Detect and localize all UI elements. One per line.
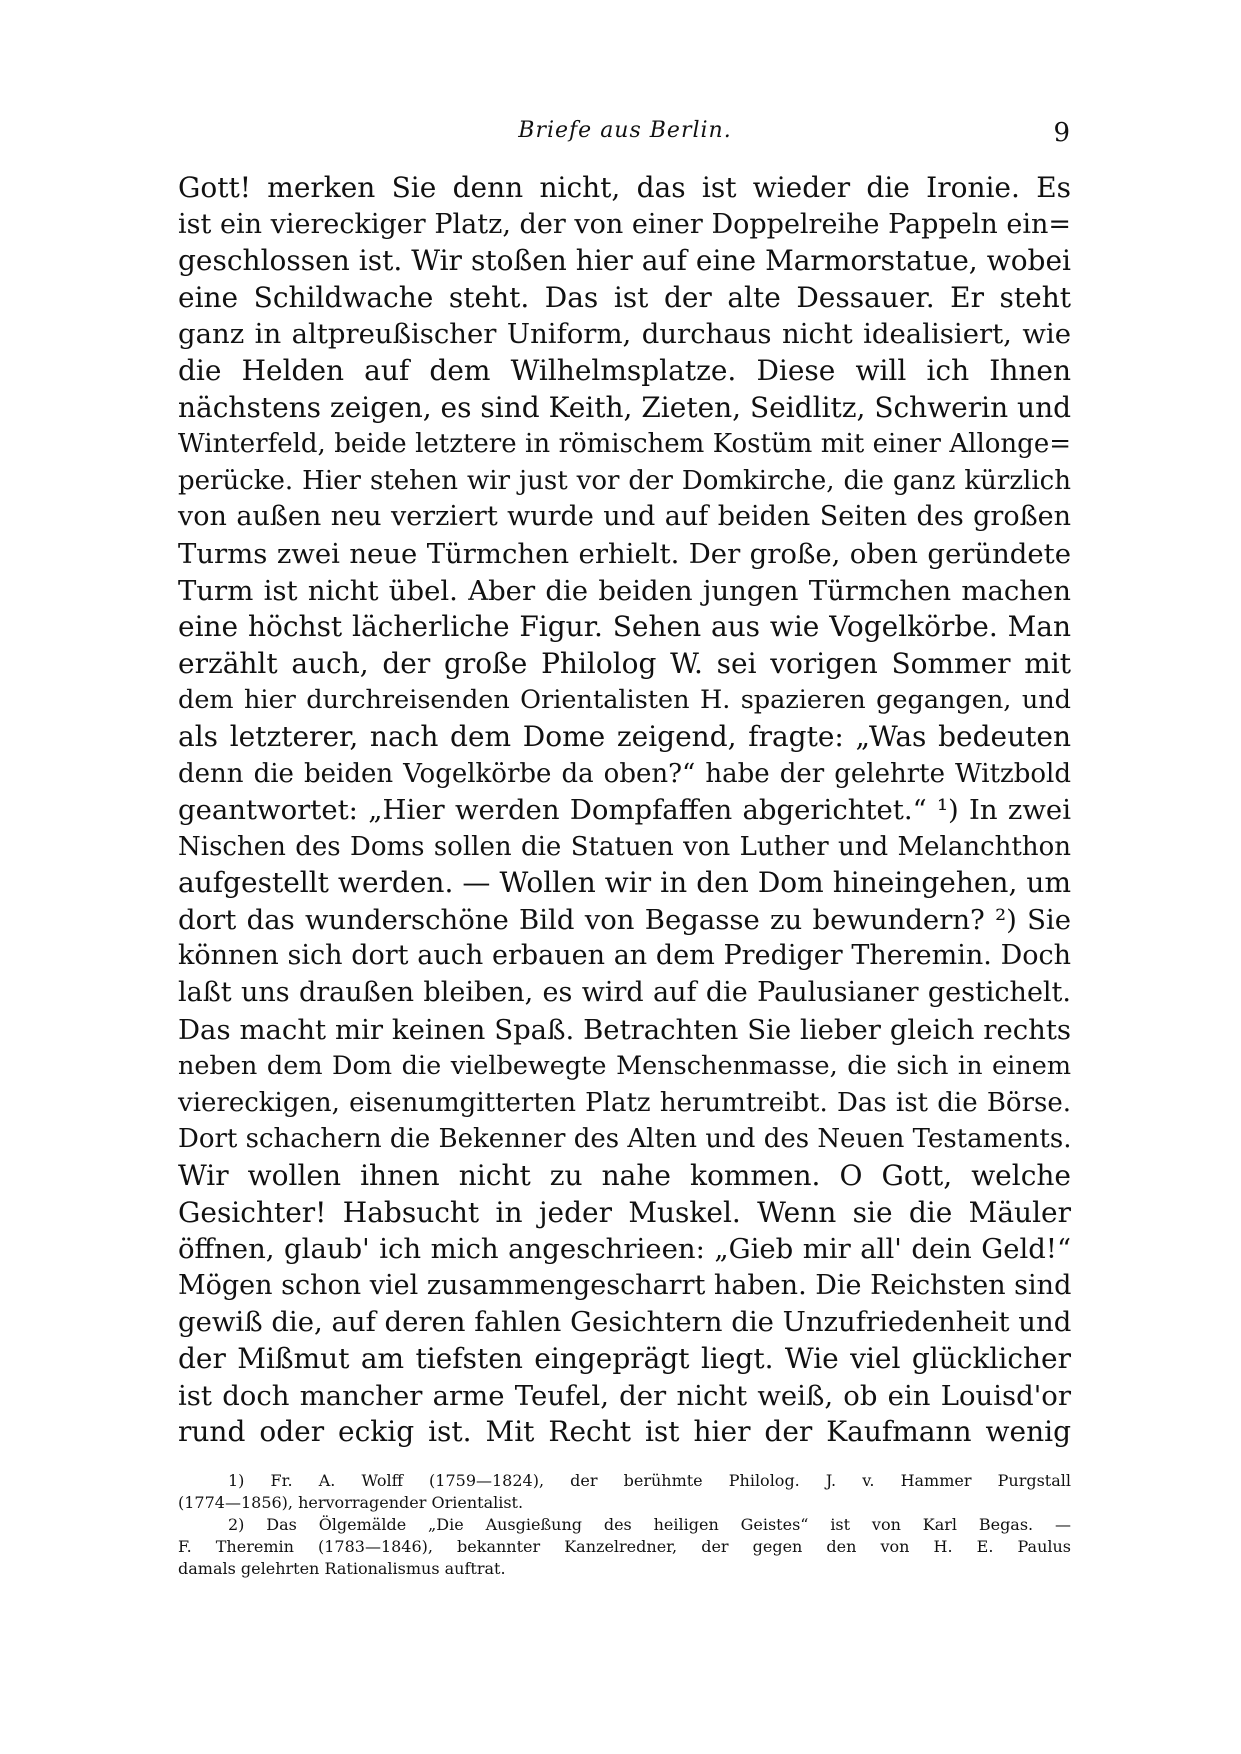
text-line: ist doch mancher arme Teufel, der nicht weiß, ob ein Louisd'or bbox=[178, 1379, 1071, 1412]
text-line: Gesichter! Habsucht in jeder Muskel. Wenn sie die Mäuler bbox=[178, 1195, 1071, 1229]
text-line: nächstens zeigen, es sind Keith, Zieten, Seidlitz, Schwerin und bbox=[178, 390, 1072, 424]
footnote-1-line: 1) Fr. A. Wolff (1759—1824), der berühmte Philolog. J. v. Hammer Purgstall bbox=[228, 1471, 1071, 1490]
body-text bbox=[178, 170, 1071, 1451]
footnote-2-line: F. Theremin (1783—1846), bekannter Kanzelredner, der gegen den von H. E. Paulus bbox=[178, 1537, 1071, 1556]
text-line: können sich dort auch erbauen an dem Prediger Theremin. Doch bbox=[178, 940, 1071, 972]
text-line: aufgestellt werden. — Wollen wir in den Dom hineingehen, um bbox=[178, 866, 1071, 900]
footnotes bbox=[178, 1470, 1071, 1580]
text-line: eine Schildwache steht. Das ist der alte Dessauer. Er steht bbox=[178, 280, 1071, 314]
text-line: ganz in altpreußischer Uniform, durchaus nicht idealisiert, wie bbox=[178, 318, 1071, 351]
text-line: die Helden auf dem Wilhelmsplatze. Diese will ich Ihnen bbox=[178, 353, 1071, 387]
footnote-1-line: (1774—1856), hervorragender Orientalist. bbox=[178, 1493, 524, 1512]
text-line: rund oder eckig ist. Mit Recht ist hier der Kaufmann wenig bbox=[178, 1415, 1071, 1449]
text-line: von außen neu verziert wurde und auf beiden Seiten des großen bbox=[178, 501, 1071, 533]
text-line: der Mißmut am tiefsten eingeprägt liegt. Wie viel glücklicher bbox=[178, 1342, 1071, 1375]
text-line: laßt uns draußen bleiben, es wird auf die Paulusianer gestichelt. bbox=[178, 977, 1071, 1009]
running-title: Briefe aus Berlin. bbox=[518, 118, 732, 143]
text-line: dem hier durchreisenden Orientalisten H. spazieren gegangen, und bbox=[178, 685, 1071, 716]
text-line: Winterfeld, beide letztere in römischem Kostüm mit einer Allonge= bbox=[178, 429, 1071, 460]
text-line: gewiß die, auf deren fahlen Gesichtern die Unzufriedenheit und bbox=[178, 1306, 1072, 1339]
text-line: öffnen, glaub' ich mich angeschrieen: „Gieb mir all' dein Geld!“ bbox=[178, 1233, 1071, 1266]
text-line: erzählt auch, der große Philolog W. sei vorigen Sommer mit bbox=[178, 646, 1071, 680]
text-line: ist ein viereckiger Platz, der von einer Doppelreihe Pappeln ein= bbox=[178, 208, 1071, 240]
text-line: eine höchst lächerliche Figur. Sehen aus wie Vogelkörbe. Man bbox=[178, 610, 1071, 644]
text-line: Nischen des Doms sollen die Statuen von Luther und Melanchthon bbox=[178, 831, 1071, 862]
text-line: Turms zwei neue Türmchen erhielt. Der große, oben geründete bbox=[178, 537, 1071, 570]
text-line: geschlossen ist. Wir stoßen hier auf eine Marmorstatue, wobei bbox=[178, 244, 1071, 278]
text-line: Das macht mir keinen Spaß. Betrachten Sie lieber gleich rechts bbox=[178, 1013, 1071, 1046]
text-line: Gott! merken Sie denn nicht, das ist wieder die Ironie. Es bbox=[178, 171, 1071, 204]
text-line: denn die beiden Vogelkörbe da oben?“ habe der gelehrte Witzbold bbox=[178, 758, 1071, 789]
footnote-2-line: 2) Das Ölgemälde „Die Ausgießung des heiligen Geistes“ ist von Karl Begas. — bbox=[228, 1515, 1071, 1534]
text-line: geantwortet: „Hier werden Dompfaffen abgerichtet.“ ¹) In zwei bbox=[178, 794, 1071, 827]
text-line: dort das wunderschöne Bild von Begasse zu bewundern? ²) Sie bbox=[178, 903, 1071, 936]
text-line: Dort schachern die Bekenner des Alten und des Neuen Testaments. bbox=[178, 1124, 1072, 1155]
text-line: als letzterer, nach dem Dome zeigend, fragte: „Was bedeuten bbox=[178, 719, 1071, 753]
running-header bbox=[180, 118, 1070, 148]
page-number: 9 bbox=[1053, 118, 1070, 148]
text-line: neben dem Dom die vielbewegte Menschenmasse, die sich in einem bbox=[178, 1051, 1071, 1082]
text-line: Turm ist nicht übel. Aber die beiden jungen Türmchen machen bbox=[178, 574, 1071, 607]
footnote-2-line: damals gelehrten Rationalismus auftrat. bbox=[178, 1559, 506, 1578]
text-line: Mögen schon viel zusammengescharrt haben. Die Reichsten sind bbox=[178, 1269, 1072, 1301]
text-line: Wir wollen ihnen nicht zu nahe kommen. O Gott, welche bbox=[178, 1159, 1071, 1193]
text-line: perücke. Hier stehen wir just vor der Domkirche, die ganz kürzlich bbox=[178, 465, 1071, 496]
text-line: viereckigen, eisenumgitterten Platz herumtreibt. Das ist die Börse. bbox=[178, 1087, 1071, 1118]
